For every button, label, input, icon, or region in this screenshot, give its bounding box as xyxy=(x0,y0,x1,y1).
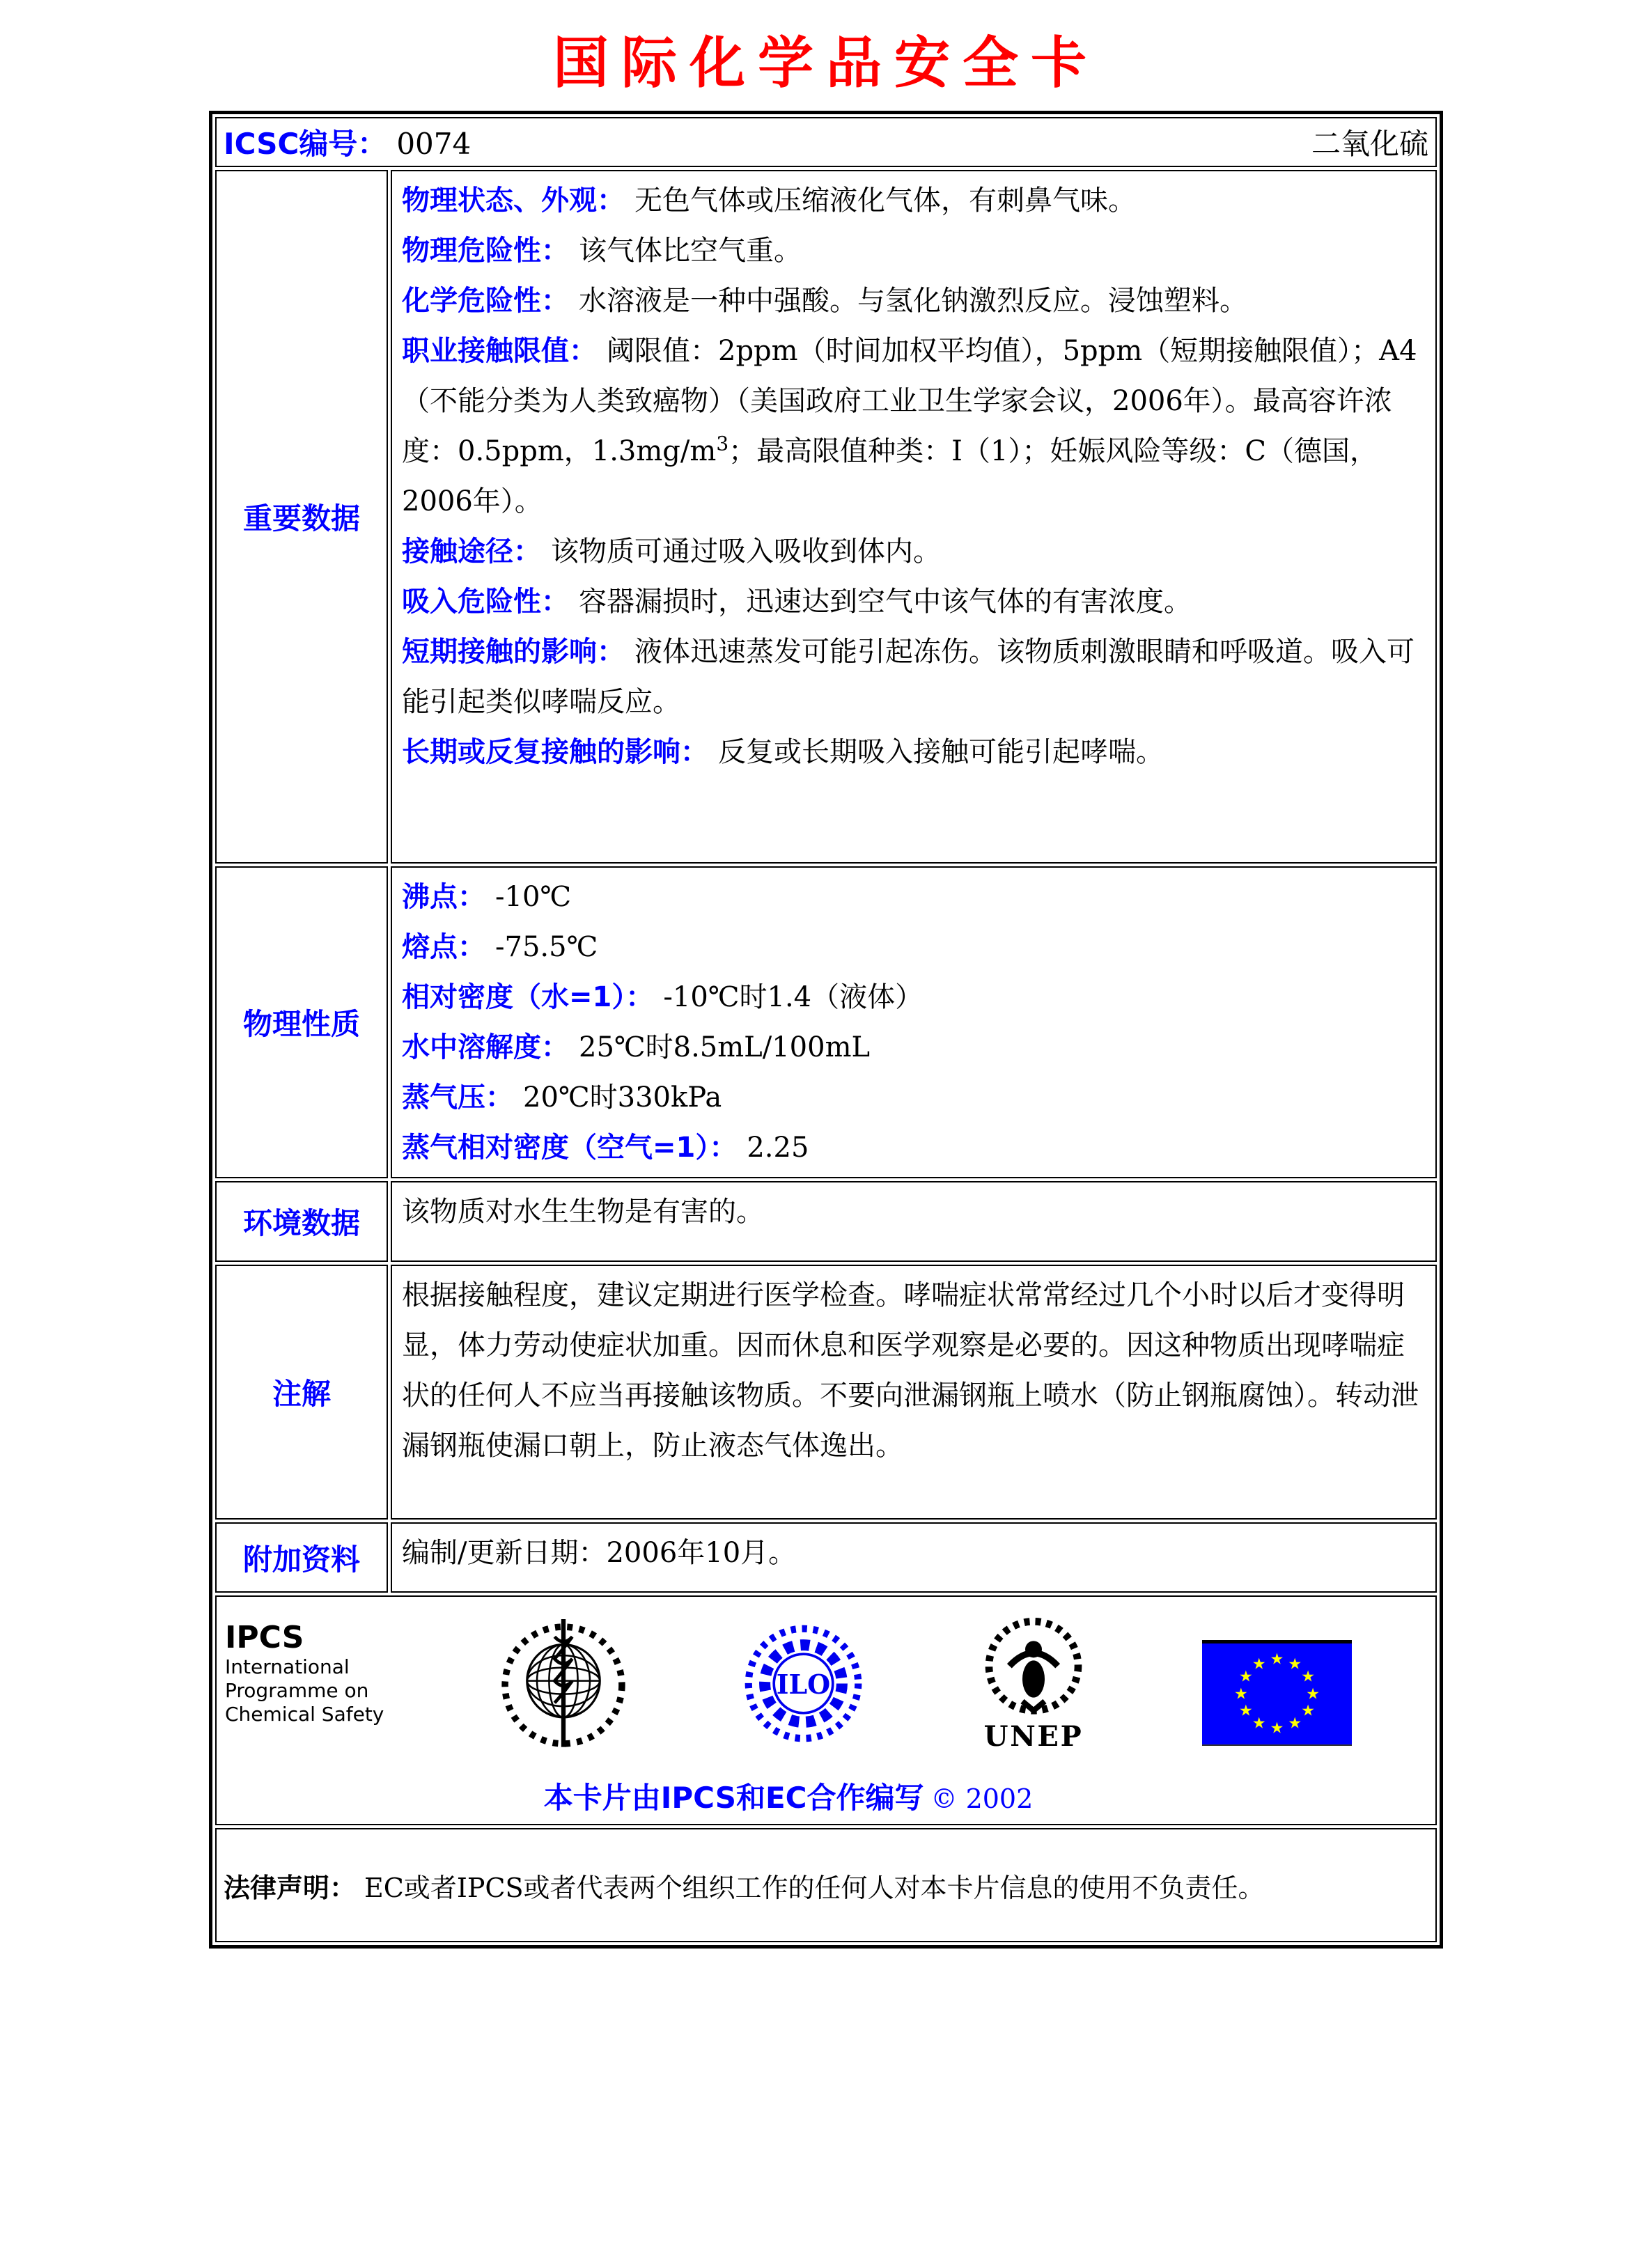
ipcs-line1: International xyxy=(225,1655,350,1678)
footer-caption-text: 本卡片由IPCS和EC合作编写 xyxy=(543,1781,924,1815)
eu-star-icon: ★ xyxy=(1288,1655,1302,1673)
item-melting-point xyxy=(402,922,1426,972)
ipcs-line2: Programme on xyxy=(225,1679,369,1702)
physical-properties-content xyxy=(391,866,1437,1178)
notes-text: 根据接触程度，建议定期进行医学检查。哮喘症状常常经过几个小时以后才变得明显，体力劳动使症状加重。因而休息和医学观察是必要的。因这种物质出现哮喘症状的任何人不应当再接触该物质。不要向泄漏钢瓶上喷水（防止钢瓶腐蚀）。转动泄漏钢瓶使漏口朝上，防止液态气体逸出。 xyxy=(402,1279,1419,1462)
eu-star-icon: ★ xyxy=(1238,1668,1253,1686)
section-label-additional-info: 附加资料 xyxy=(215,1522,388,1593)
footer-copyright: © 2002 xyxy=(930,1783,1034,1814)
environment-text: 该物质对水生生物是有害的。 xyxy=(402,1196,764,1228)
legal-cell xyxy=(215,1828,1437,1942)
item-chemical-danger xyxy=(402,276,1426,326)
logos-cell xyxy=(215,1595,1437,1825)
superscript: 3 xyxy=(716,432,729,455)
unep-logo-block xyxy=(978,1612,1089,1751)
item-occupational-limits xyxy=(402,326,1426,526)
item-label: 接触途径： xyxy=(402,536,541,568)
eu-star-icon: ★ xyxy=(1234,1685,1248,1703)
logos-row xyxy=(215,1595,1437,1825)
item-label: 相对密度（水=1）： xyxy=(402,981,654,1013)
important-data-content xyxy=(391,170,1437,864)
item-text: -10℃时1.4（液体） xyxy=(663,981,924,1013)
item-label: 物理状态、外观： xyxy=(402,185,625,217)
section-label-important-data: 重要数据 xyxy=(215,170,388,864)
item-text: 反复或长期吸入接触可能引起哮喘。 xyxy=(718,736,1164,768)
icsc-number xyxy=(224,121,471,163)
eu-star-icon: ★ xyxy=(1252,1715,1266,1733)
notes-row xyxy=(215,1265,1437,1520)
ipcs-title: IPCS xyxy=(225,1620,304,1655)
item-label: 蒸气压： xyxy=(402,1082,513,1114)
icsc-card-table xyxy=(209,111,1443,1949)
eu-star-icon: ★ xyxy=(1301,1702,1316,1720)
environment-data-row xyxy=(215,1181,1437,1262)
legal-row xyxy=(215,1828,1437,1942)
legal-label: 法律声明： xyxy=(224,1872,357,1903)
section-label-environment: 环境数据 xyxy=(215,1181,388,1262)
additional-info-content xyxy=(391,1522,1437,1593)
icsc-number-label: ICSC编号： xyxy=(224,127,387,161)
ipcs-line3: Chemical Safety xyxy=(225,1703,384,1726)
header-row xyxy=(215,117,1437,167)
notes-content xyxy=(391,1265,1437,1520)
item-relative-density xyxy=(402,972,1426,1022)
page-title: 国际化学品安全卡 xyxy=(553,30,1099,95)
item-vapor-pressure xyxy=(402,1072,1426,1123)
eu-star-icon: ★ xyxy=(1270,1650,1284,1669)
item-label: 物理危险性： xyxy=(402,235,569,267)
unep-logo-text: UNEP xyxy=(983,1720,1083,1751)
who-logo-icon xyxy=(497,1612,630,1758)
item-vapor-relative-density xyxy=(402,1123,1426,1173)
icsc-number-value: 0074 xyxy=(396,127,472,161)
item-text: 该物质可通过吸入吸收到体内。 xyxy=(551,536,941,568)
additional-info-row xyxy=(215,1522,1437,1593)
legal-text: EC或者IPCS或者代表两个组织工作的任何人对本卡片信息的使用不负责任。 xyxy=(364,1872,1265,1903)
item-label: 长期或反复接触的影响： xyxy=(402,736,708,768)
eu-star-icon: ★ xyxy=(1270,1719,1284,1738)
item-text-continued: ；最高限值种类：I（1）；妊娠风险等级：C（德国，2006年）。 xyxy=(402,435,1378,517)
item-text: 阈限值：2ppm（时间加权平均值），5ppm（短期接触限值）；A4（不能分类为人类致癌物）（美国政府工业卫生学家会议，2006年）。最高容许浓度：0.5ppm，1.3mg/m xyxy=(402,335,1417,467)
card-header xyxy=(224,121,1428,163)
item-label: 沸点： xyxy=(402,881,485,913)
item-text: 液体迅速蒸发可能引起冻伤。该物质刺激眼睛和呼吸道。吸入可能引起类似哮喘反应。 xyxy=(402,636,1415,718)
item-text: 2.25 xyxy=(747,1132,809,1164)
item-label: 职业接触限值： xyxy=(402,335,597,367)
item-text: -75.5℃ xyxy=(495,931,598,963)
item-physical-state xyxy=(402,175,1426,226)
eu-star-icon: ★ xyxy=(1252,1655,1266,1673)
card-header-cell xyxy=(215,117,1437,167)
item-text: 20℃时330kPa xyxy=(523,1082,722,1114)
environment-content xyxy=(391,1181,1437,1262)
ilo-logo-icon xyxy=(742,1612,864,1755)
item-label: 熔点： xyxy=(402,931,485,963)
physical-properties-row xyxy=(215,866,1437,1178)
footer-caption xyxy=(225,1775,1352,1817)
section-label-physical-properties: 物理性质 xyxy=(215,866,388,1178)
item-text: 无色气体或压缩液化气体，有刺鼻气味。 xyxy=(634,185,1136,217)
eu-star-icon: ★ xyxy=(1301,1668,1316,1686)
item-label: 水中溶解度： xyxy=(402,1031,569,1063)
item-text: 该气体比空气重。 xyxy=(579,235,802,267)
section-label-notes: 注解 xyxy=(215,1265,388,1520)
ipcs-text-block xyxy=(225,1612,384,1726)
logo-strip xyxy=(225,1612,1352,1758)
item-inhalation-risk xyxy=(402,577,1426,627)
item-text: -10℃ xyxy=(495,881,572,913)
item-text: 25℃时8.5mL/100mL xyxy=(579,1031,871,1063)
item-water-solubility xyxy=(402,1022,1426,1072)
item-label: 蒸气相对密度（空气=1）： xyxy=(402,1132,738,1164)
item-text: 水溶液是一种中强酸。与氢化钠激烈反应。浸蚀塑料。 xyxy=(579,285,1247,317)
chemical-name: 二氧化硫 xyxy=(1311,127,1428,161)
eu-star-icon: ★ xyxy=(1306,1685,1320,1703)
item-short-term-effects xyxy=(402,627,1426,727)
eu-star-icon: ★ xyxy=(1238,1702,1253,1720)
important-data-row xyxy=(215,170,1437,864)
item-text: 容器漏损时，迅速达到空气中该气体的有害浓度。 xyxy=(579,586,1192,618)
ilo-logo-text: ILO xyxy=(776,1669,831,1701)
additional-info-text: 编制/更新日期：2006年10月。 xyxy=(402,1537,797,1569)
item-label: 化学危险性： xyxy=(402,285,569,317)
item-label: 短期接触的影响： xyxy=(402,636,625,668)
icsc-page xyxy=(0,18,1652,1949)
unep-logo-icon xyxy=(978,1612,1089,1751)
item-boiling-point xyxy=(402,872,1426,922)
item-physical-danger xyxy=(402,226,1426,276)
eu-flag-icon xyxy=(1202,1640,1352,1746)
item-label: 吸入危险性： xyxy=(402,586,569,618)
item-exposure-routes xyxy=(402,526,1426,577)
eu-star-icon: ★ xyxy=(1288,1715,1302,1733)
item-long-term-effects xyxy=(402,727,1426,777)
